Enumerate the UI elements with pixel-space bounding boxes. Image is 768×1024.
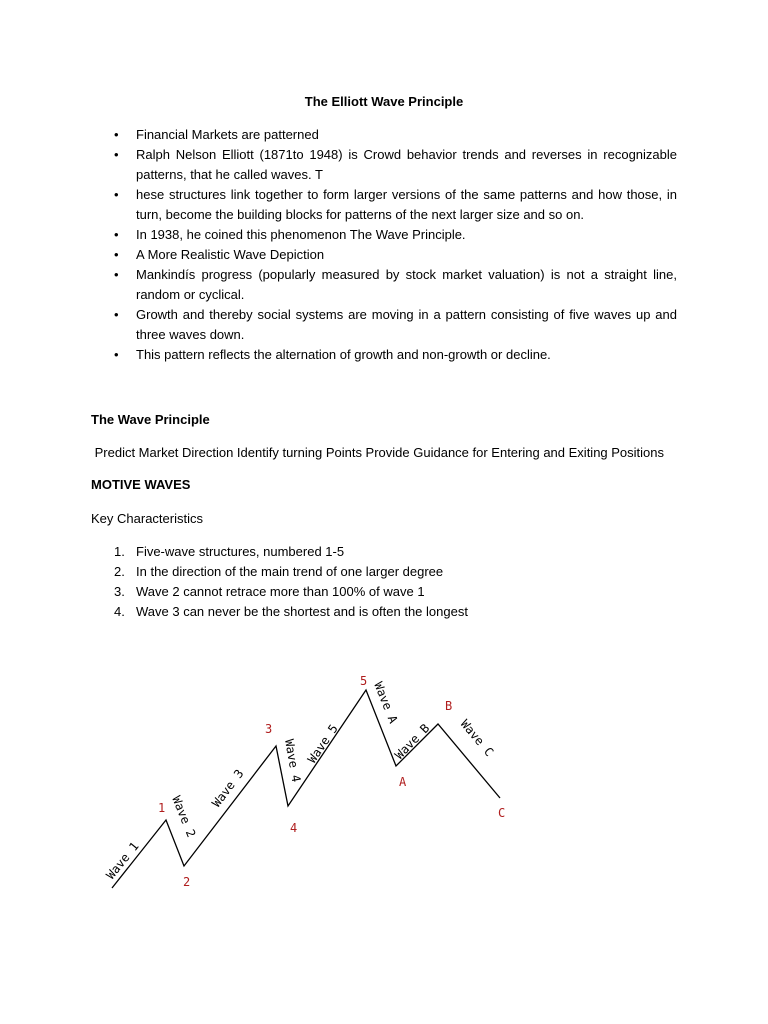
section-heading-wave-principle: The Wave Principle [91,412,210,427]
list-item [106,602,468,622]
list-number: 2. [114,564,125,579]
list-item [106,582,468,602]
section-heading-motive-waves: MOTIVE WAVES [91,477,191,492]
wave-label-b: Wave B [392,721,433,763]
page-title: The Elliott Wave Principle [304,94,464,109]
list-item-text: Wave 3 can never be the shortest and is often the longest [136,604,468,619]
wave-label-5: Wave 5 [304,721,341,766]
wave-label-4: Wave 4 [282,738,304,784]
list-item: • hese structures link together to form larger versions of the same patterns and how those, in turn, become the building blocks for patterns of the next larger size and so on. [106,185,677,225]
wave-label-c: Wave C [457,716,497,760]
numbered-list [106,542,468,622]
point-label-1: 1 [158,801,166,815]
list-item [106,542,468,562]
list-number: 4. [114,604,125,619]
wave-label-3: Wave 3 [209,766,247,810]
wave-label-2: Wave 2 [169,793,199,840]
elliott-wave-diagram [90,660,530,900]
wave-path-line [112,690,500,888]
wave-label-1: Wave 1 [103,839,142,882]
list-item-text: Five-wave structures, numbered 1-5 [136,544,345,559]
wave-principle-text: Predict Market Direction Identify turning Points Provide Guidance for Entering and Exiting Positions [91,445,665,460]
list-item-text: Wave 2 cannot retrace more than 100% of wave 1 [136,584,425,599]
list-item-text: In the direction of the main trend of one larger degree [136,564,444,579]
key-characteristics-label: Key Characteristics [91,511,203,526]
list-item: • In 1938, he coined this phenomenon The Wave Principle. [106,225,677,245]
list-item: • Growth and thereby social systems are moving in a pattern consisting of five waves up and three waves down. [106,305,677,345]
point-label-4: 4 [290,821,298,835]
wave-label-a: Wave A [371,679,401,726]
list-item: • Mankindís progress (popularly measured by stock market valuation) is not a straight line, random or cyclical. [106,265,677,305]
list-item [106,562,468,582]
list-item: • Ralph Nelson Elliott (1871to 1948) is Crowd behavior trends and reverses in recognizable patterns, that he called waves. T [106,145,677,185]
point-label-c: C [498,806,506,820]
point-label-2: 2 [183,875,191,889]
list-item: • This pattern reflects the alternation of growth and non-growth or decline. [106,345,677,365]
point-label-3: 3 [265,722,273,736]
bullet-list [106,125,677,365]
point-label-a: A [399,775,407,789]
list-item: • A More Realistic Wave Depiction [106,245,677,265]
list-number: 1. [114,544,125,559]
list-number: 3. [114,584,125,599]
point-label-b: B [445,699,453,713]
list-item: • Financial Markets are patterned [106,125,677,145]
point-label-5: 5 [360,674,368,688]
